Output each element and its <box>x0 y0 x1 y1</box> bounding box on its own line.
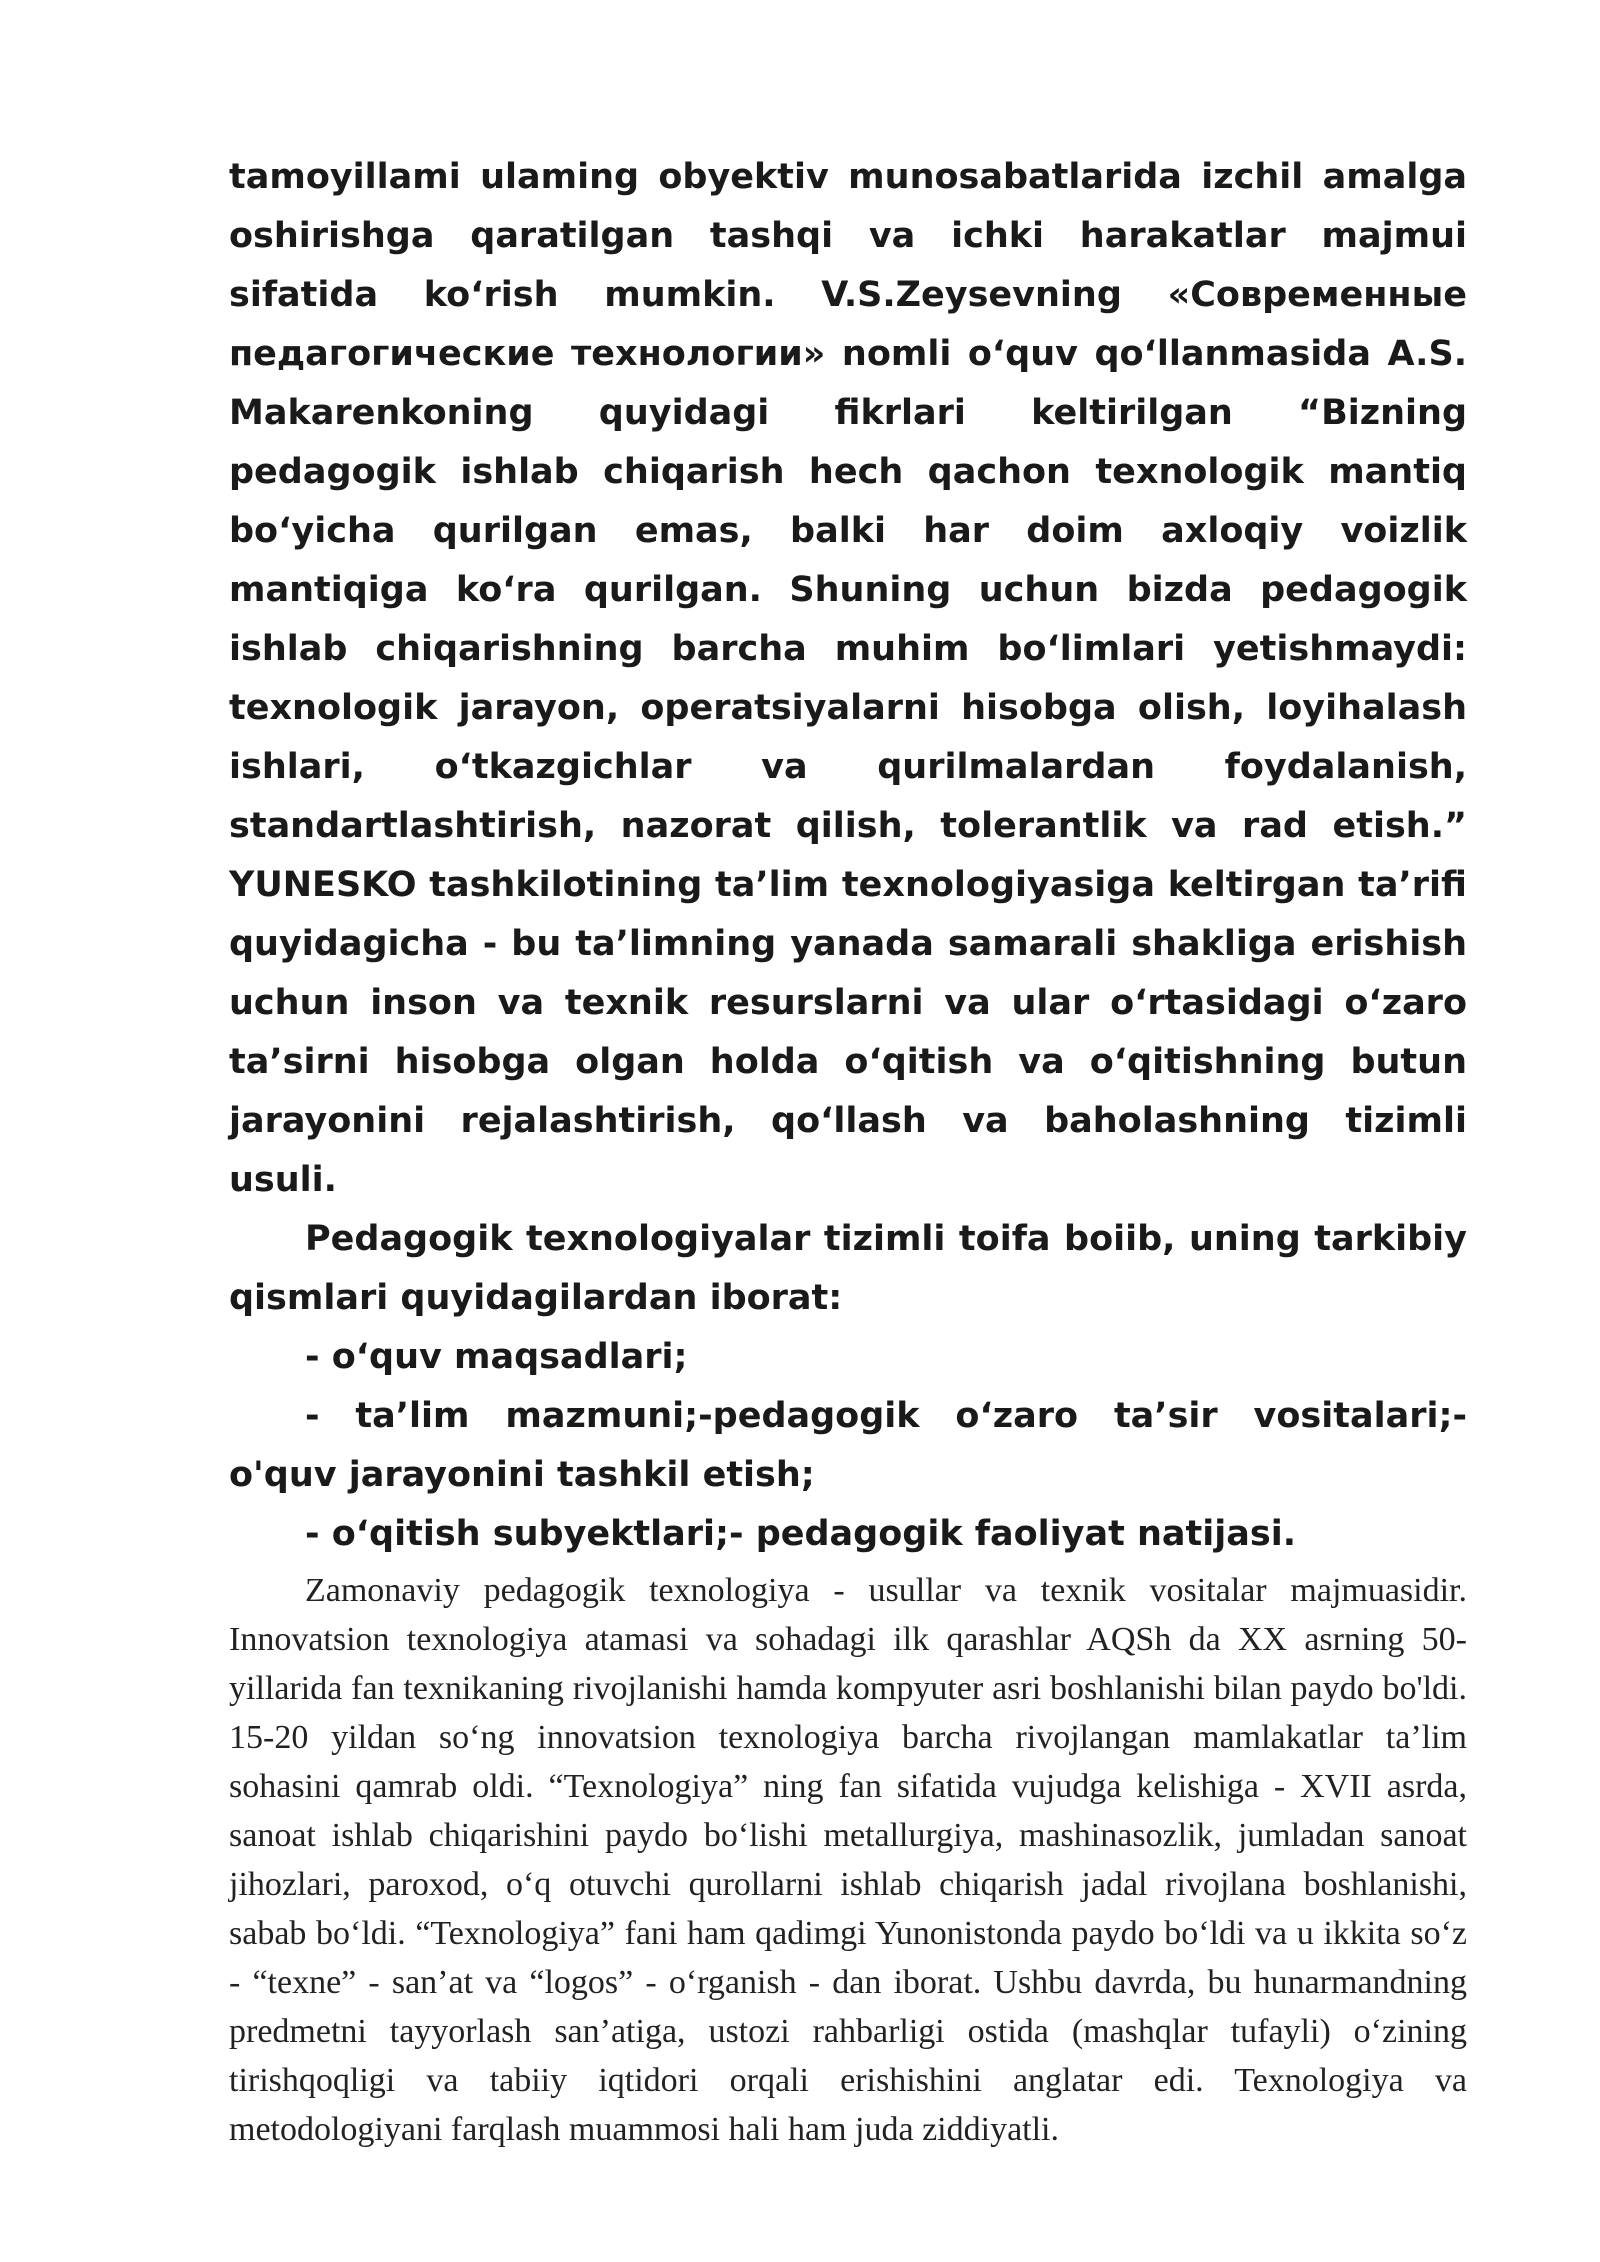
paragraph-modern-technology: Zamonaviy pedagogik texnologiya - usullar va texnik vositalar majmuasidir. Innovatsion texnologiya atamasi va sohadagi ilk qarashlar AQSh da XX asrning 50-yillarida fan texnikaning rivojlanishi hamda kompyuter asri boshlanishi bilan paydo bo'ldi. 15-20 yildan so‘ng innovatsion texnologiya barcha rivojlangan mamlakatlar ta’lim sohasini qamrab oldi. “Texnologiya” ning fan sifatida vujudga kelishiga - XVII asrda, sanoat ishlab chiqarishini paydo bo‘lishi metallurgiya, mashinasozlik, jumladan sanoat jihozlari, paroxod, o‘q otuvchi qurollarni ishlab chiqarish jadal rivojlana boshlanishi, sabab bo‘ldi. “Texnologiya” fani ham qadimgi Yunonistonda paydo bo‘ldi va u ikkita so‘z - “texne” - san’at va “logos” - o‘rganish - dan iborat. Ushbu davrda, bu hunarmandning predmetni tayyorlash san’atiga, ustozi rahbarligi ostida (mashqlar tufayli) o‘zining tirishqoqligi va tabiiy iqtidori orqali erishishini anglatar edi. Texnologiya va metodologiyani farqlash muammosi hali ham juda ziddiyatli. <box>229 1572 1467 2148</box>
paragraph-definitions: tamoyillami ulaming obyektiv munosabatlarida izchil amalga oshirishga qaratilgan tashqi va ichki harakatlar majmui sifatida ko‘rish mumkin. V.S.Zeysevning «Современные педагогические технологии» nomli o‘quv qo‘llanmasida A.S. Makarenkoning quyidagi fikrlari keltirilgan “Bizning pedagogik ishlab chiqarish hech qachon texnologik mantiq bo‘yicha qurilgan emas, balki har doim axloqiy voizlik mantiqiga ko‘ra qurilgan. Shuning uchun bizda pedagogik ishlab chiqarishning barcha muhim bo‘limlari yetishmaydi: texnologik jarayon, operatsiyalarni hisobga olish, loyihalash ishlari, o‘tkazgichlar va qurilmalardan foydalanish, standartlashtirish, nazorat qilish, tolerantlik va rad etish.” YUNESKO tashkilotining ta’lim texnologiyasiga keltirgan ta’rifi quyidagicha - bu ta’limning yanada samarali shakliga erishish uchun inson va texnik resurslarni va ular o‘rtasidagi o‘zaro ta’sirni hisobga olgan holda o‘qitish va o‘qitishning butun jarayonini rejalashtirish, qo‘llash va baholashning tizimli usuli. <box>229 157 1467 1200</box>
serif-text-section <box>229 1566 1467 2154</box>
list-item-goals: - o‘quv maqsadlari; <box>305 1337 688 1377</box>
list-item-subjects: - o‘qitish subyektlari;- pedagogik faoliyat natijasi. <box>305 1514 1297 1554</box>
list-item-content: - ta’lim mazmuni;-pedagogik o‘zaro ta’sir vositalari;- o'quv jarayonini tashkil etish; <box>229 1396 1467 1495</box>
paragraph-components-intro: Pedagogik texnologiyalar tizimli toifa boiib, uning tarkibiy qismlari quyidagilardan iborat: <box>229 1219 1467 1318</box>
document-page <box>229 148 1467 2154</box>
bold-text-section <box>229 148 1467 1564</box>
